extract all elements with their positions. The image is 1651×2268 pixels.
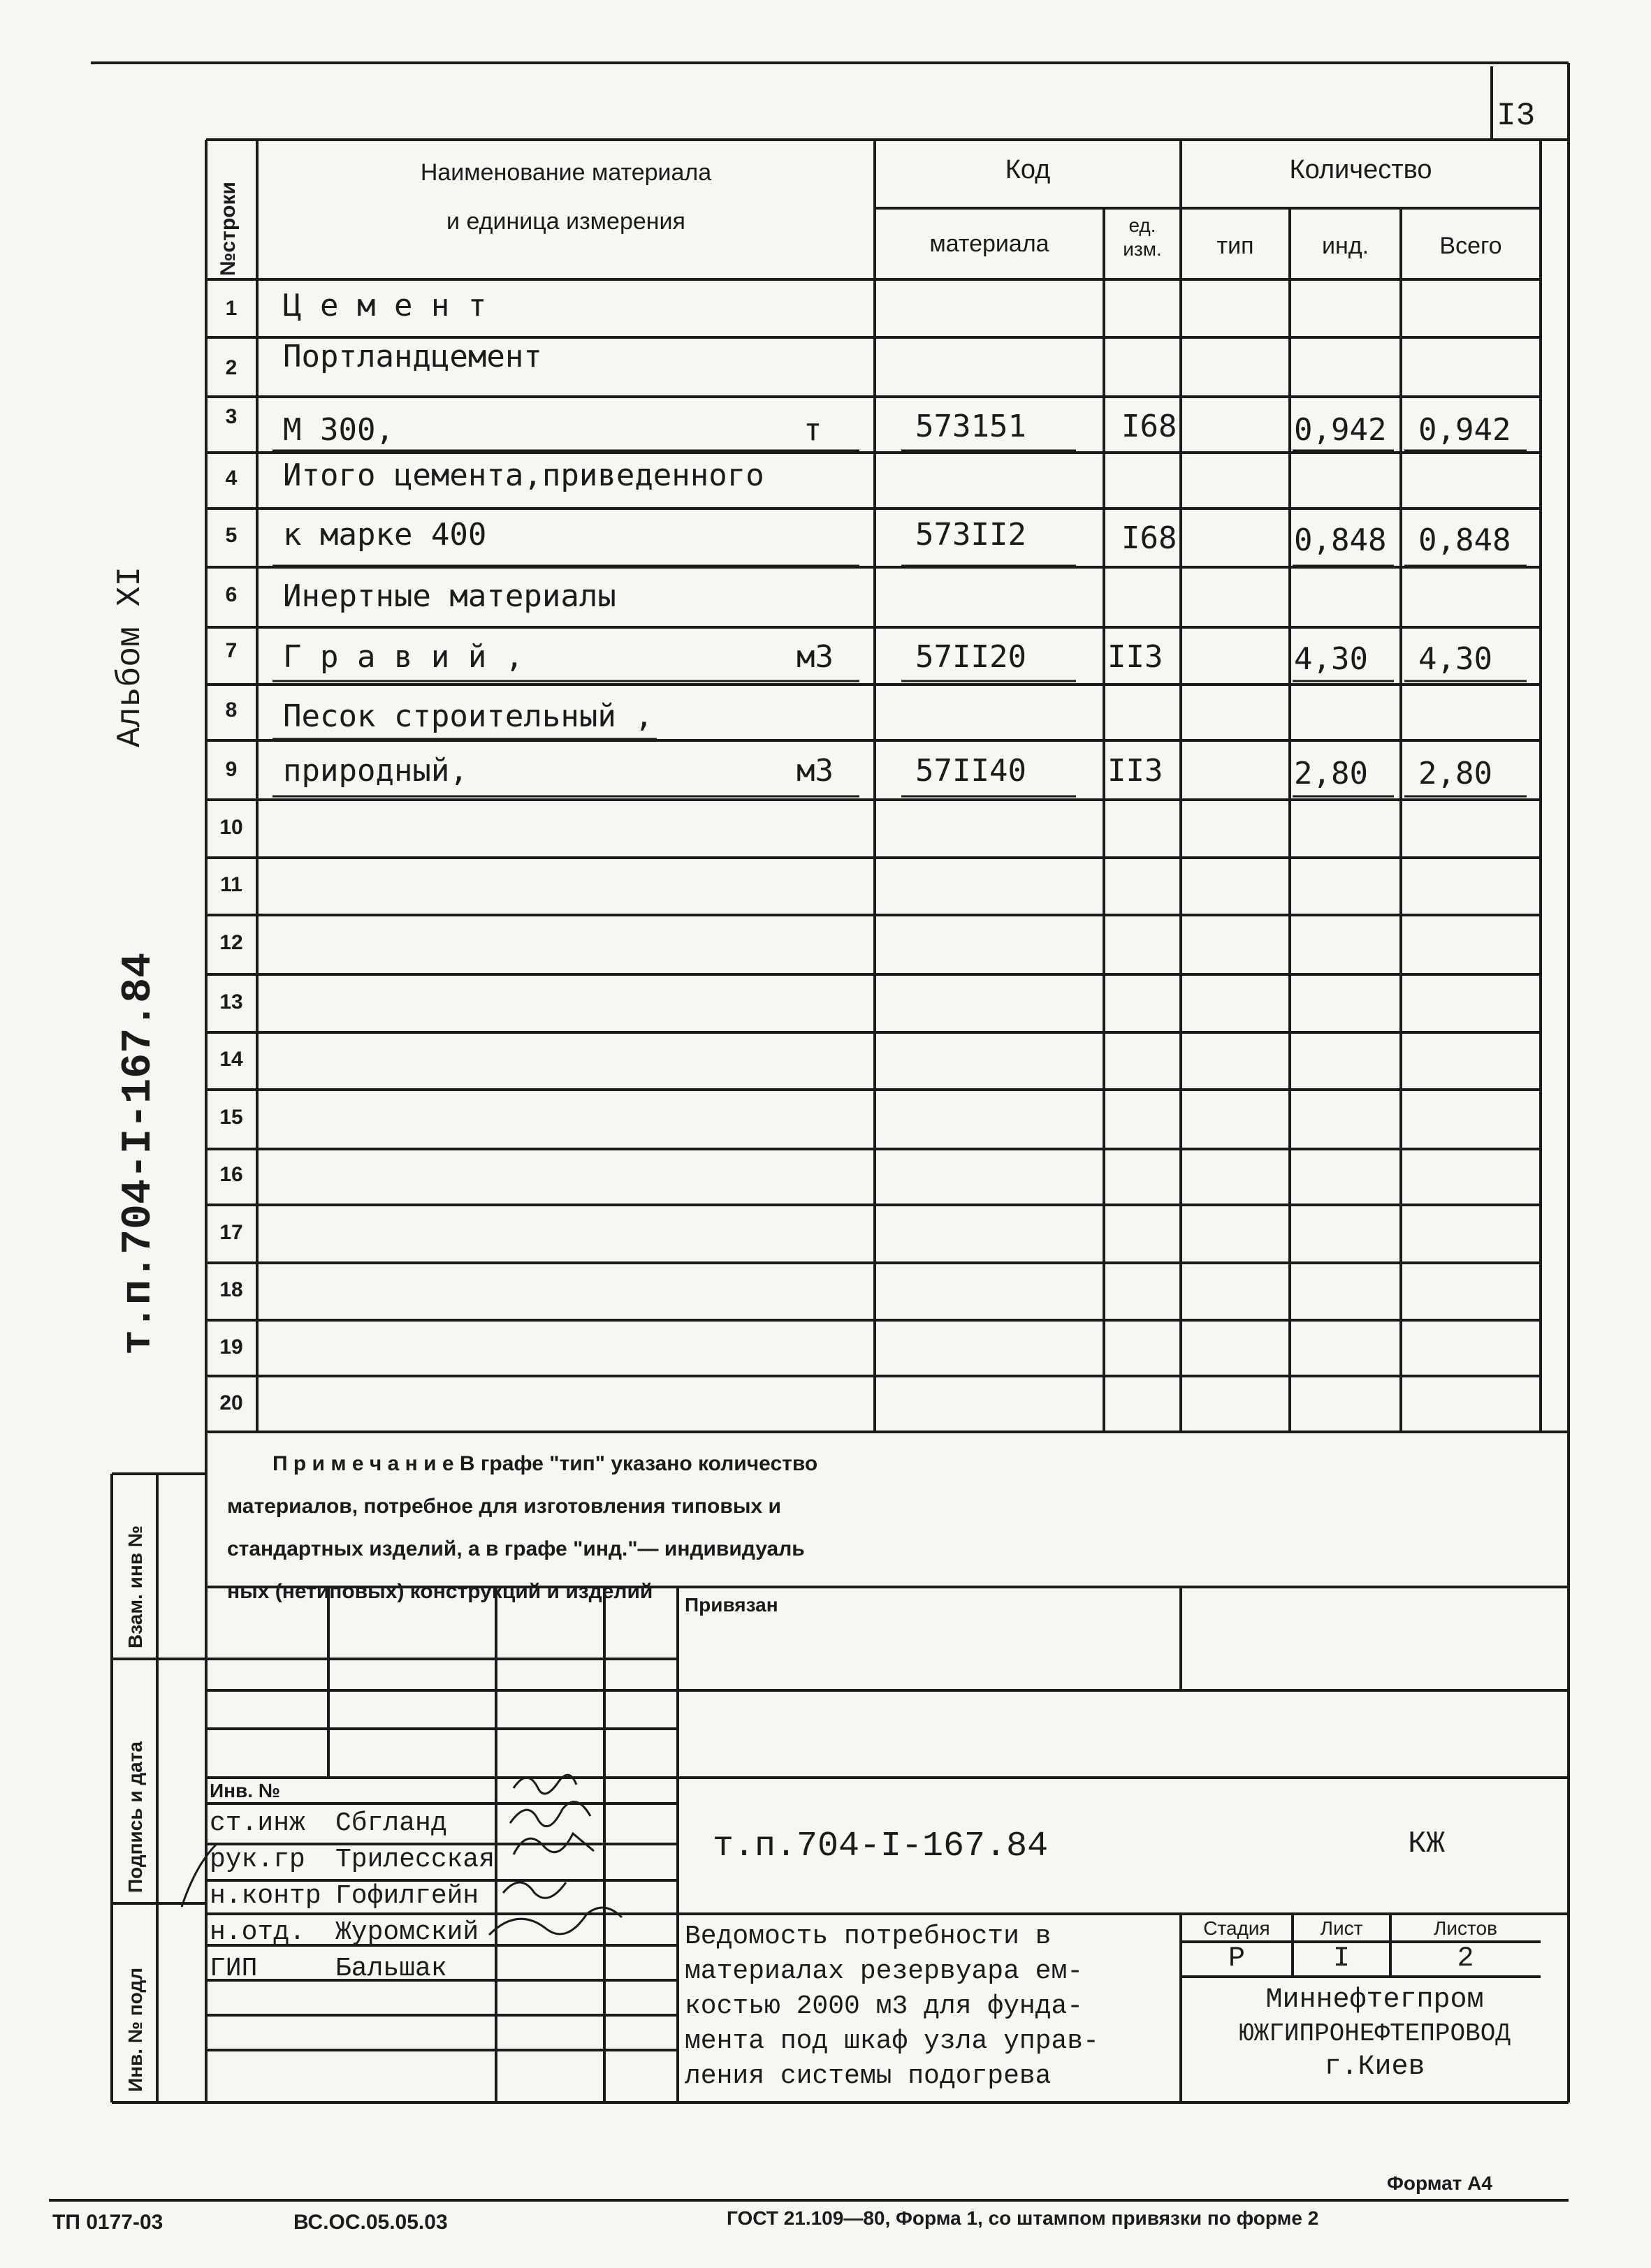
note-line: материалов, потребное для изготовления типовых и — [227, 1495, 781, 1518]
material-name: Итого цемента,приведенного — [283, 458, 764, 493]
material-name: природный, — [283, 753, 468, 789]
qty-total: 0,848 — [1418, 522, 1511, 558]
unit-code: II3 — [1107, 753, 1163, 789]
qty-ind: 4,30 — [1294, 641, 1368, 677]
signer-role: ГИП — [210, 1954, 258, 1984]
header-code-group: Код — [1005, 155, 1051, 184]
signer-role: н.отд. — [210, 1917, 305, 1947]
header-code-material: материала — [929, 231, 1049, 257]
qty-total: 4,30 — [1418, 641, 1492, 677]
row-number: 10 — [219, 816, 243, 839]
project-code-vertical: т.п.704-I-167.84 — [115, 952, 163, 1355]
stamp-doc-code: т.п.704-I-167.84 — [713, 1827, 1049, 1866]
row-number: 9 — [225, 758, 238, 781]
row-number: 17 — [219, 1221, 243, 1244]
sheet-corner-number: I3 — [1497, 98, 1536, 134]
signer-role: рук.гр — [210, 1845, 305, 1875]
margin-label-inv-podl: Инв. № подл — [124, 1967, 146, 2092]
material-code: 573II2 — [915, 517, 1026, 553]
footer-mid-code: ВС.ОС.05.05.03 — [293, 2211, 448, 2234]
album-label: Альбом XI — [112, 566, 150, 747]
footer-format: Формат А4 — [1387, 2172, 1492, 2194]
signer-role: ст.инж — [210, 1808, 305, 1838]
title-line: костью 2000 м3 для фунда- — [685, 1991, 1084, 2021]
row-number: 12 — [219, 931, 243, 954]
signer-name: Гофилгейн — [335, 1881, 479, 1911]
material-unit: м3 — [797, 753, 834, 789]
header-row-no: №строки — [217, 182, 240, 276]
row-number: 14 — [219, 1048, 243, 1071]
unit-code: II3 — [1107, 639, 1163, 675]
header-name-line1: Наименование материала — [420, 159, 712, 186]
stamp-mark: КЖ — [1408, 1827, 1445, 1861]
title-line: ления системы подогрева — [685, 2061, 1052, 2091]
row-number: 4 — [225, 467, 238, 490]
header-qty-total: Всего — [1439, 233, 1502, 259]
material-name: к марке 400 — [283, 517, 487, 553]
qty-ind: 0,848 — [1294, 522, 1387, 558]
material-name: Песок строительный , — [283, 698, 653, 734]
stamp-signers-names — [335, 1806, 495, 1987]
note-line: П р и м е ч а н и е В графе "тип" указано количество — [272, 1452, 818, 1475]
title-line: материалах резервуара ем- — [685, 1956, 1084, 1987]
signer-name: Трилесская — [335, 1845, 495, 1875]
row-number: 2 — [225, 356, 238, 379]
stamp-stage-label: Стадия — [1203, 1917, 1270, 1939]
org-line: Миннефтегпром — [1265, 1984, 1484, 2016]
note-text — [227, 1442, 817, 1613]
qty-total: 0,942 — [1418, 412, 1511, 448]
row-number: 8 — [225, 698, 238, 722]
qty-total: 2,80 — [1418, 756, 1492, 791]
header-qty-type: тип — [1216, 233, 1254, 259]
row-number: 15 — [219, 1106, 243, 1129]
stamp-title — [685, 1919, 1099, 2094]
qty-ind: 2,80 — [1294, 756, 1368, 791]
row-number: 19 — [219, 1336, 243, 1359]
material-code: 57II40 — [915, 753, 1026, 789]
material-name: Инертные материалы — [283, 578, 616, 614]
row-number: 20 — [219, 1391, 243, 1414]
stamp-signers-roles — [210, 1806, 321, 1987]
material-unit: т — [803, 412, 822, 448]
row-number: 18 — [219, 1278, 243, 1301]
row-number: 5 — [225, 524, 238, 547]
signer-name: Журомский — [335, 1917, 479, 1947]
row-number: 11 — [220, 873, 242, 896]
stamp-sheet-label: Лист — [1320, 1917, 1363, 1939]
material-name: М 300, — [283, 412, 394, 448]
stamp-inv-no: Инв. № — [210, 1780, 281, 1801]
row-number: 6 — [225, 583, 238, 606]
header-name-line2: и единица измерения — [446, 208, 685, 235]
header-qty-ind: инд. — [1321, 233, 1369, 259]
stamp-privyazan: Привязан — [685, 1594, 778, 1616]
margin-label-vzam: Взам. инв № — [124, 1526, 146, 1648]
stamp-stage-value: Р — [1228, 1943, 1245, 1975]
footer-left-code: ТП 0177-03 — [52, 2211, 163, 2234]
footer-gost: ГОСТ 21.109—80, Форма 1, со штампом привязки по форме 2 — [727, 2207, 1319, 2229]
title-line: Ведомость потребности в — [685, 1922, 1052, 1952]
margin-label-podpis: Подпись и дата — [124, 1741, 146, 1893]
header-qty-group: Количество — [1289, 155, 1432, 184]
signer-name: Сбгланд — [335, 1808, 447, 1838]
note-line: ных (нетиповых) конструкций и изделий — [227, 1580, 653, 1603]
stamp-organization — [1181, 1984, 1569, 2084]
material-unit: м3 — [797, 639, 834, 675]
material-code: 573151 — [915, 409, 1026, 444]
header-code-unit: ед. изм. — [1123, 214, 1162, 260]
row-number: 13 — [219, 990, 243, 1014]
title-line: мента под шкаф узла управ- — [685, 2026, 1099, 2056]
material-name: Ц е м е н т — [283, 288, 487, 323]
stamp-sheet-value: I — [1332, 1943, 1350, 1975]
signer-name: Бальшак — [335, 1954, 447, 1984]
unit-code: I68 — [1121, 409, 1177, 444]
stamp-sheets-value: 2 — [1457, 1943, 1474, 1975]
row-number: 16 — [219, 1163, 243, 1186]
row-number: 7 — [225, 639, 238, 662]
row-number: 1 — [225, 297, 238, 320]
qty-ind: 0,942 — [1294, 412, 1387, 448]
row-number: 3 — [225, 405, 238, 428]
note-line: стандартных изделий, а в графе "инд."— индивидуаль — [227, 1537, 805, 1560]
org-line: г.Киев — [1324, 2051, 1425, 2083]
unit-code: I68 — [1121, 520, 1177, 556]
org-line: ЮЖГИПРОНЕФТЕПРОВОД — [1239, 2019, 1511, 2048]
material-code: 57II20 — [915, 639, 1026, 675]
material-name: Г р а в и й , — [283, 639, 524, 675]
signer-role: н.контр — [210, 1881, 321, 1911]
material-name: Портландцемент — [283, 339, 542, 374]
stamp-sheets-label: Листов — [1434, 1917, 1497, 1939]
